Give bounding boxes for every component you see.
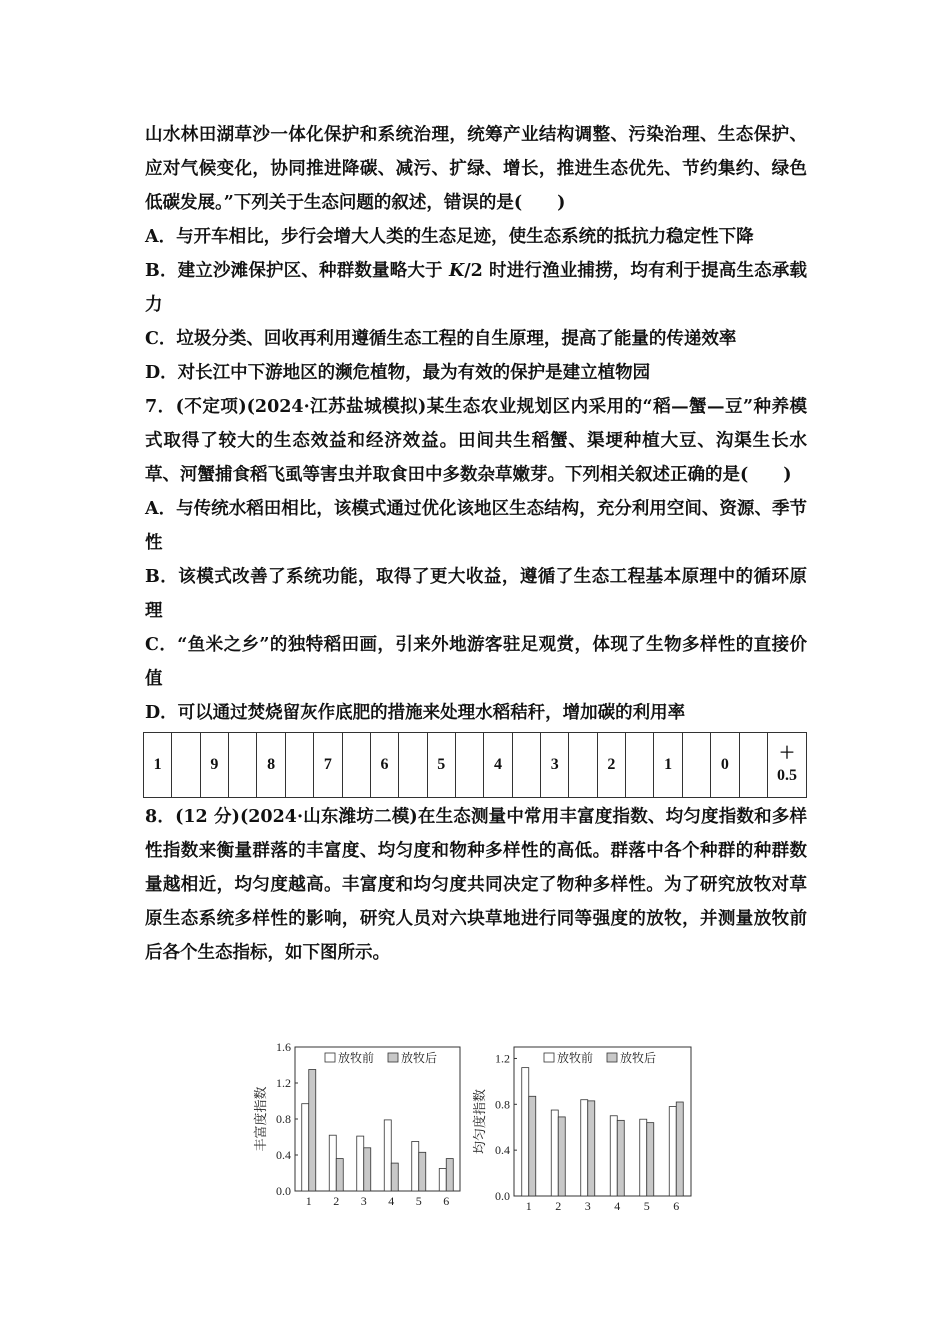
bar-after-grazing xyxy=(419,1152,426,1191)
legend-swatch-after xyxy=(607,1053,617,1062)
q6-option-c: C．垃圾分类、回收再利用遵循生态工程的自生原理，提高了能量的传递效率 xyxy=(145,329,737,349)
y-tick-label: 0.4 xyxy=(276,1148,291,1162)
q6-intro: 山水林田湖草沙一体化保护和系统治理，统筹产业结构调整、污染治理、生态保护、应对气候变化，协同推进降碳、减污、扩绿、增长，推进生态优先、节约集约、绿色低碳发展。”下列关于生态问题的叙述，错误的是( ) xyxy=(145,125,807,213)
bar-after-grazing xyxy=(446,1159,453,1191)
bar-after-grazing xyxy=(336,1159,343,1191)
q7-stem: 7．(不定项)(2024·江苏盐城模拟)某生态农业规划区内采用的“稻—蟹—豆”种养模式取得了较大的生态效益和经济效益。田间共生稻蟹、渠埂种植大豆、沟渠生长水草、河蟹捕食稻飞虱等害虫并取食田中多数杂草嫩芽。下列相关叙述正确的是( ) xyxy=(145,397,807,485)
bar-after-grazing xyxy=(676,1102,683,1196)
q7-option-b: B．该模式改善了系统功能，取得了更大收益，遵循了生态工程基本原理中的循环原理 xyxy=(145,567,807,621)
legend-label-after: 放牧后 xyxy=(620,1051,657,1065)
plot-frame xyxy=(295,1047,460,1191)
y-tick-label: 0.4 xyxy=(495,1143,510,1158)
bar-before-grazing xyxy=(439,1169,446,1192)
score-cell: 5 xyxy=(427,733,455,798)
score-table xyxy=(143,732,807,798)
x-tick-label: 3 xyxy=(584,1199,591,1213)
bar-after-grazing xyxy=(391,1163,398,1191)
q8-stem: 8．(12 分)(2024·山东潍坊二模)在生态测量中常用丰富度指数、均匀度指数和多样性指数来衡量群落的丰富度、均匀度和物种多样性的高低。群落中各个种群的种群数量越相近，均匀度越高。丰富度和均匀度共同决定了物种多样性。为了研究放牧对草原生态系统多样性的影响，研究人员对六块草地进行同等强度的放牧，并测量放牧前后各个生态指标，如下图所示。 xyxy=(145,807,807,963)
x-tick-label: 3 xyxy=(360,1194,367,1208)
bar-after-grazing xyxy=(647,1123,654,1196)
legend-label-after: 放牧后 xyxy=(401,1051,438,1065)
y-axis-label: 均匀度指数 xyxy=(472,1088,487,1155)
legend-swatch-after xyxy=(388,1053,398,1062)
x-tick-label: 6 xyxy=(673,1199,680,1213)
y-tick-label: 0.0 xyxy=(276,1184,291,1198)
score-cell: 1 xyxy=(144,733,172,798)
q6-option-a: A．与开车相比，步行会增大人类的生态足迹，使生态系统的抵抗力稳定性下降 xyxy=(145,227,754,247)
score-cell: 6 xyxy=(370,733,398,798)
bar-after-grazing xyxy=(588,1101,595,1196)
score-cell: 1 xyxy=(654,733,682,798)
x-tick-label: 6 xyxy=(443,1194,450,1208)
y-tick-label: 0.0 xyxy=(495,1189,510,1203)
bar-before-grazing xyxy=(640,1119,647,1196)
bar-after-grazing xyxy=(558,1117,565,1196)
bar-after-grazing xyxy=(617,1120,624,1196)
evenness-chart xyxy=(472,1035,697,1220)
bar-before-grazing xyxy=(522,1068,529,1196)
bar-before-grazing xyxy=(357,1136,364,1191)
bar-before-grazing xyxy=(302,1104,309,1191)
score-cell: 0 xyxy=(711,733,739,798)
score-cell: 3 xyxy=(541,733,569,798)
bar-before-grazing xyxy=(669,1107,676,1196)
x-tick-label: 1 xyxy=(525,1199,532,1213)
bar-after-grazing xyxy=(364,1148,371,1191)
bar-before-grazing xyxy=(412,1142,419,1192)
x-tick-label: 5 xyxy=(415,1194,422,1208)
x-tick-label: 2 xyxy=(555,1199,562,1213)
score-cell: 8 xyxy=(257,733,285,798)
y-tick-label: 0.8 xyxy=(495,1097,510,1112)
plot-frame xyxy=(514,1047,691,1196)
q7-option-a: A．与传统水稻田相比，该模式通过优化该地区生态结构，充分利用空间、资源、季节性 xyxy=(145,499,807,553)
score-cell: 7 xyxy=(314,733,342,798)
score-cell: 9 xyxy=(200,733,228,798)
y-tick-label: 1.6 xyxy=(276,1040,291,1054)
bar-before-grazing xyxy=(329,1135,336,1191)
score-cell: 4 xyxy=(484,733,512,798)
q6-option-b: B．建立沙滩保护区、种群数量略大于 K/2 时进行渔业捕捞，均有利于提高生态承载力 xyxy=(145,261,807,315)
y-axis-label: 丰富度指数 xyxy=(253,1086,268,1152)
legend-swatch-before xyxy=(325,1053,335,1062)
x-tick-label: 1 xyxy=(305,1194,312,1208)
bar-after-grazing xyxy=(309,1070,316,1192)
q6-option-d: D．对长江中下游地区的濒危植物，最为有效的保护是建立植物园 xyxy=(145,363,651,383)
bar-before-grazing xyxy=(610,1116,617,1196)
x-tick-label: 2 xyxy=(333,1194,340,1208)
legend-swatch-before xyxy=(544,1053,554,1062)
score-cell: 2 xyxy=(597,733,625,798)
x-tick-label: 4 xyxy=(614,1199,621,1213)
q7-option-d: D．可以通过焚烧留灰作底肥的措施来处理水稻秸秆，增加碳的利用率 xyxy=(145,703,686,723)
x-tick-label: 4 xyxy=(388,1194,395,1208)
legend-label-before: 放牧前 xyxy=(338,1051,375,1065)
bar-before-grazing xyxy=(384,1120,391,1191)
bar-before-grazing xyxy=(581,1100,588,1196)
y-tick-label: 0.8 xyxy=(276,1112,291,1126)
score-cell-half: ＋ 0.5 xyxy=(767,733,806,798)
question-page xyxy=(145,118,807,970)
bar-before-grazing xyxy=(551,1110,558,1196)
charts-figure xyxy=(255,1035,705,1220)
y-tick-label: 1.2 xyxy=(276,1076,291,1090)
bar-after-grazing xyxy=(529,1096,536,1196)
x-tick-label: 5 xyxy=(643,1199,650,1213)
legend-label-before: 放牧前 xyxy=(557,1051,594,1065)
q7-option-c: C．“鱼米之乡”的独特稻田画，引来外地游客驻足观赏，体现了生物多样性的直接价值 xyxy=(145,635,807,689)
y-tick-label: 1.2 xyxy=(495,1051,510,1066)
richness-chart xyxy=(255,1035,470,1220)
